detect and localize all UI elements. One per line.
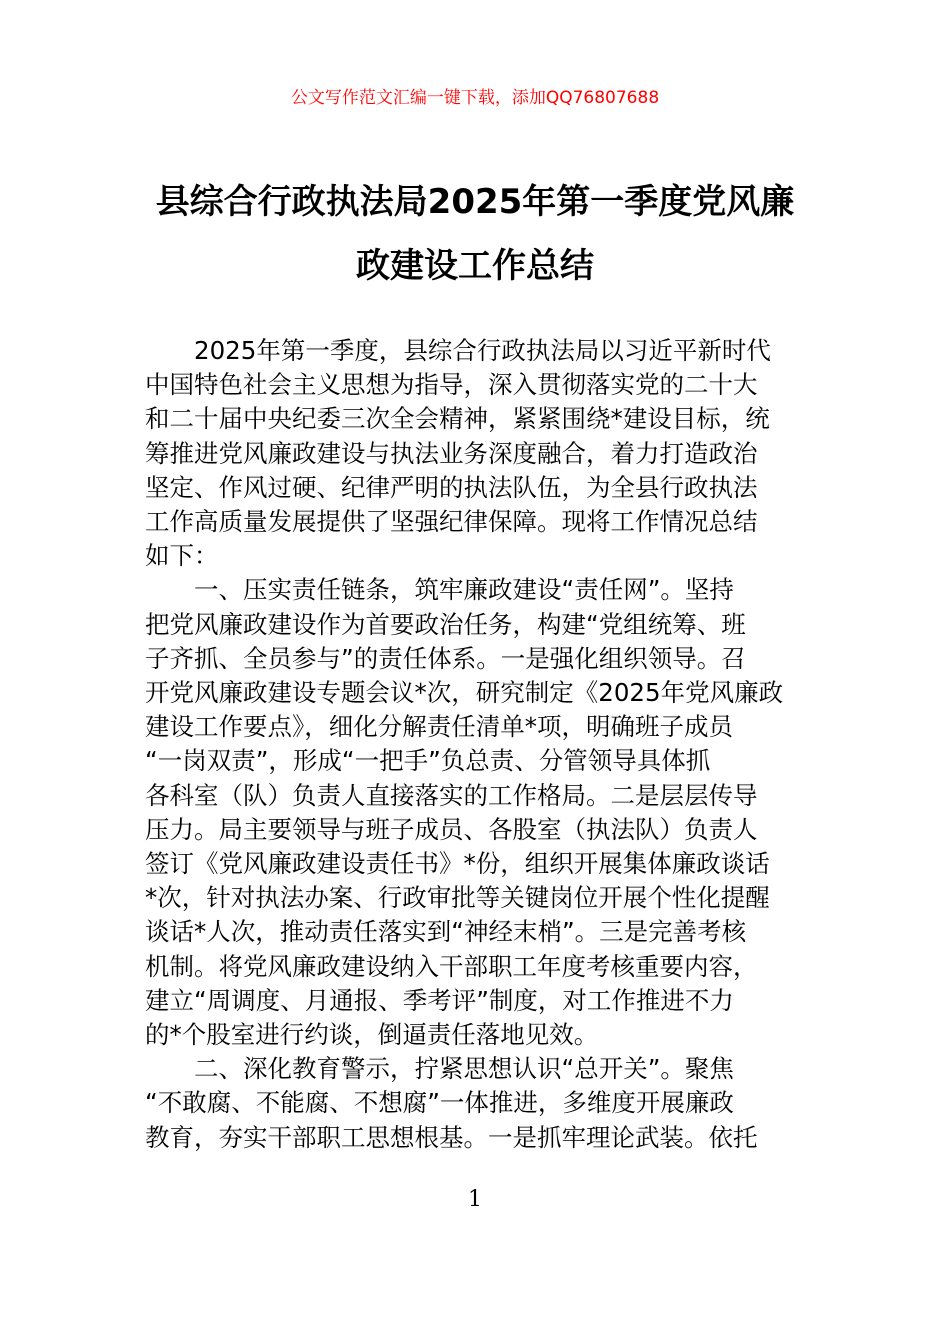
text-line: 各科室（队）负责人直接落实的工作格局。二是层层传导 xyxy=(145,780,758,810)
text-line: 如下： xyxy=(145,541,219,571)
text-line: 签订《党风廉政建设责任书》*份，组织开展集体廉政谈话 xyxy=(145,849,770,879)
text-line: 坚定、作风过硬、纪律严明的执法队伍，为全县行政执法 xyxy=(145,472,758,502)
text-line: *次，针对执法办案、行政审批等关键岗位开展个性化提醒 xyxy=(145,883,770,913)
title-line-2: 政建设工作总结 xyxy=(356,246,594,286)
section-heading-line: 二、深化教育警示，拧紧思想认识“总开关”。聚焦 xyxy=(145,1054,734,1084)
text-line: 和二十届中央纪委三次全会精神，紧紧围绕*建设目标，统 xyxy=(145,404,770,434)
text-line: 开党风廉政建设专题会议*次，研究制定《2025年党风廉政 xyxy=(145,678,784,708)
document-title xyxy=(120,170,830,298)
paragraph-section-2 xyxy=(145,1052,810,1155)
text-line: 压力。局主要领导与班子成员、各股室（执法队）负责人 xyxy=(145,814,758,844)
text-line: “一岗双责”，形成“一把手”负总责、分管领导具体抓 xyxy=(145,746,711,776)
text-line: 工作高质量发展提供了坚强纪律保障。现将工作情况总结 xyxy=(145,507,758,537)
text-line: 建立“周调度、月通报、季考评”制度，对工作推进不力 xyxy=(145,985,734,1015)
document-body xyxy=(145,334,810,1155)
section-heading-line: 一、压实责任链条，筑牢廉政建设“责任网”。坚持 xyxy=(145,575,734,605)
text-line: 把党风廉政建设作为首要政治任务，构建“党组统筹、班 xyxy=(145,609,746,639)
text-line: 谈话*人次，推动责任落实到“神经末梢”。三是完善考核 xyxy=(145,917,747,947)
text-line: 中国特色社会主义思想为指导，深入贯彻落实党的二十大 xyxy=(145,370,758,400)
text-line: 教育，夯实干部职工思想根基。一是抓牢理论武装。依托 xyxy=(145,1122,758,1152)
download-banner: 公文写作范文汇编一键下载，添加QQ76807688 xyxy=(290,88,660,108)
title-line-1: 县综合行政执法局2025年第一季度党风廉 xyxy=(155,182,795,222)
text-line: 的*个股室进行约谈，倒逼责任落地见效。 xyxy=(145,1020,599,1050)
text-line: 机制。将党风廉政建设纳入干部职工年度考核重要内容， xyxy=(145,951,758,981)
text-line: 建设工作要点》，细化分解责任清单*项，明确班子成员 xyxy=(145,712,733,742)
paragraph-intro xyxy=(145,334,810,573)
text-line: 筹推进党风廉政建设与执法业务深度融合，着力打造政治 xyxy=(145,438,758,468)
paragraph-section-1 xyxy=(145,573,810,1052)
page-number: 1 xyxy=(468,1187,482,1212)
text-line: 子齐抓、全员参与”的责任体系。一是强化组织领导。召 xyxy=(145,643,746,673)
text-line: “不敢腐、不能腐、不想腐”一体推进，多维度开展廉政 xyxy=(145,1088,734,1118)
text-line: 2025年第一季度，县综合行政执法局以习近平新时代 xyxy=(145,336,771,365)
